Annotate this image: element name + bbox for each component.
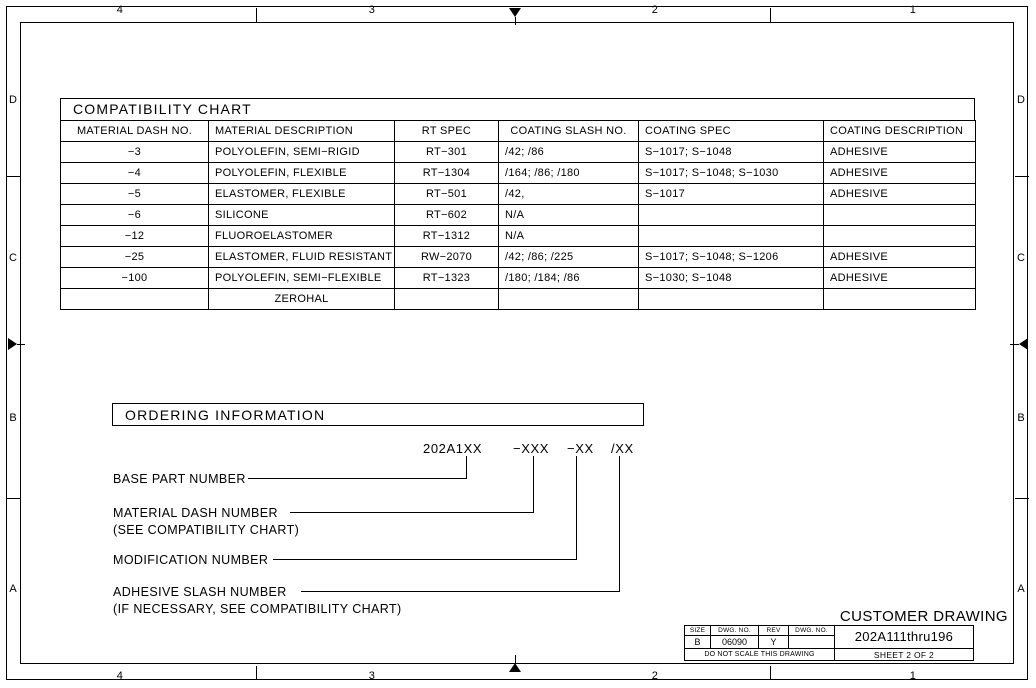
legend-adhesive-slash-number-note: (IF NECESSARY, SEE COMPATIBILITY CHART)	[113, 602, 402, 616]
cell-coating-description: ADHESIVE	[824, 184, 976, 205]
column-header-material-dash-no: MATERIAL DASH NO.	[61, 121, 209, 142]
cell-dash: −6	[61, 205, 209, 226]
compatibility-chart	[60, 98, 975, 310]
column-header-rt-spec: RT SPEC	[395, 121, 499, 142]
column-header-material-description: MATERIAL DESCRIPTION	[209, 121, 395, 142]
zone-letter-left-C: C	[9, 252, 17, 264]
zone-letter-left-A: A	[9, 583, 17, 595]
zone-letter-left-D: D	[9, 94, 17, 106]
center-mark-right-arrow	[1019, 338, 1028, 350]
part-number-modification: −XX	[567, 441, 594, 456]
cell-coating-spec: S−1017; S−1048; S−1206	[639, 247, 824, 268]
center-mark-left-stem	[17, 344, 25, 345]
legend-base-part-number: BASE PART NUMBER	[113, 472, 246, 486]
center-mark-left-arrow	[8, 338, 17, 350]
compatibility-chart-table	[60, 120, 976, 310]
title-block-size-label: SIZE	[685, 626, 711, 636]
cell-dash: −12	[61, 226, 209, 247]
leader-line-dash-horizontal	[290, 512, 533, 513]
cell-coating-slash-no: /42,	[499, 184, 639, 205]
zone-tick-left-1	[7, 176, 21, 177]
cell-coating-description	[824, 289, 976, 310]
cell-rt-spec: RT−501	[395, 184, 499, 205]
table-row	[61, 247, 976, 268]
cell-rt-spec: RT−602	[395, 205, 499, 226]
zone-number-top-1: 1	[909, 4, 917, 16]
cell-description: POLYOLEFIN, SEMI−RIGID	[209, 142, 395, 163]
part-number-slash: /XX	[611, 441, 634, 456]
center-mark-bottom-arrow	[509, 663, 521, 672]
leader-line-base-vertical	[466, 456, 467, 479]
cell-coating-spec: S−1017; S−1048	[639, 142, 824, 163]
zone-number-top-3: 3	[368, 4, 376, 16]
table-header-row	[61, 121, 976, 142]
zone-number-top-2: 2	[651, 4, 659, 16]
legend-material-dash-number-note: (SEE COMPATIBILITY CHART)	[113, 523, 300, 537]
zone-letter-right-A: A	[1017, 583, 1025, 595]
cell-dash: −5	[61, 184, 209, 205]
legend-modification-number: MODIFICATION NUMBER	[113, 553, 269, 567]
cell-description: ELASTOMER, FLUID RESISTANT	[209, 247, 395, 268]
cell-coating-spec: S−1030; S−1048	[639, 268, 824, 289]
cell-description: POLYOLEFIN, FLEXIBLE	[209, 163, 395, 184]
center-mark-right-stem	[1010, 344, 1019, 345]
cell-rt-spec	[395, 289, 499, 310]
customer-drawing-label: CUSTOMER DRAWING	[839, 608, 1008, 625]
cell-dash: −100	[61, 268, 209, 289]
title-block-drawing-number: 202A111thru196	[835, 626, 973, 649]
leader-line-slash-vertical	[619, 456, 620, 592]
column-header-coating-slash-no: COATING SLASH NO.	[499, 121, 639, 142]
cell-dash	[61, 289, 209, 310]
cell-dash: −3	[61, 142, 209, 163]
center-mark-top-arrow	[509, 8, 521, 17]
cell-coating-description: ADHESIVE	[824, 247, 976, 268]
cell-coating-description: ADHESIVE	[824, 268, 976, 289]
compatibility-chart-title: COMPATIBILITY CHART	[60, 98, 975, 120]
leader-line-base-horizontal	[248, 478, 466, 479]
title-block-dwg-no-value: 06090	[711, 636, 759, 649]
cell-description: ZEROHAL	[209, 289, 395, 310]
cell-coating-spec: S−1017	[639, 184, 824, 205]
legend-material-dash-number: MATERIAL DASH NUMBER	[113, 506, 278, 520]
title-block-rev-value: Y	[759, 636, 789, 649]
cell-coating-slash-no: /42; /86; /225	[499, 247, 639, 268]
cell-coating-slash-no	[499, 289, 639, 310]
title-block-size-value: B	[685, 636, 711, 649]
cell-description: FLUOROELASTOMER	[209, 226, 395, 247]
part-number-dash: −XXX	[513, 441, 550, 456]
title-block-no-scale-note: DO NOT SCALE THIS DRAWING	[685, 649, 835, 660]
title-block-dwg-no2-label: DWG. NO.	[789, 626, 835, 636]
zone-tick-top-1	[256, 8, 257, 22]
cell-coating-slash-no: N/A	[499, 226, 639, 247]
leader-line-dash-vertical	[533, 456, 534, 513]
table-row	[61, 289, 976, 310]
cell-dash: −25	[61, 247, 209, 268]
cell-coating-description: ADHESIVE	[824, 142, 976, 163]
table-row	[61, 226, 976, 247]
table-row	[61, 268, 976, 289]
leader-line-mod-vertical	[576, 456, 577, 560]
title-block	[684, 625, 974, 661]
cell-coating-spec	[639, 289, 824, 310]
cell-coating-description: ADHESIVE	[824, 163, 976, 184]
cell-coating-spec: S−1017; S−1048; S−1030	[639, 163, 824, 184]
cell-rt-spec: RT−1312	[395, 226, 499, 247]
cell-coating-slash-no: /42; /86	[499, 142, 639, 163]
cell-coating-description	[824, 205, 976, 226]
cell-description: SILICONE	[209, 205, 395, 226]
cell-dash: −4	[61, 163, 209, 184]
part-number-base: 202A1XX	[423, 441, 483, 456]
zone-tick-left-2	[7, 498, 21, 499]
cell-coating-slash-no: /164; /86; /180	[499, 163, 639, 184]
zone-number-bottom-2: 2	[651, 670, 659, 682]
zone-number-top-4: 4	[116, 4, 124, 16]
cell-description: POLYOLEFIN, SEMI−FLEXIBLE	[209, 268, 395, 289]
column-header-coating-spec: COATING SPEC	[639, 121, 824, 142]
zone-letter-right-D: D	[1017, 94, 1025, 106]
zone-tick-top-2	[770, 8, 771, 22]
center-mark-bottom-stem	[515, 655, 516, 663]
leader-line-mod-horizontal	[273, 559, 576, 560]
table-row	[61, 184, 976, 205]
cell-rt-spec: RT−301	[395, 142, 499, 163]
title-block-rev-label: REV	[759, 626, 789, 636]
cell-coating-slash-no: N/A	[499, 205, 639, 226]
zone-letter-left-B: B	[9, 412, 17, 424]
title-block-dwg-no-label: DWG. NO.	[711, 626, 759, 636]
zone-letter-right-C: C	[1017, 252, 1025, 264]
center-mark-top-stem	[515, 17, 516, 25]
table-row	[61, 142, 976, 163]
cell-rt-spec: RT−1304	[395, 163, 499, 184]
cell-rt-spec: RW−2070	[395, 247, 499, 268]
column-header-coating-description: COATING DESCRIPTION	[824, 121, 976, 142]
table-row	[61, 205, 976, 226]
legend-adhesive-slash-number: ADHESIVE SLASH NUMBER	[113, 585, 287, 599]
zone-number-bottom-1: 1	[909, 670, 917, 682]
zone-tick-right-1	[1015, 176, 1029, 177]
zone-tick-bottom-1	[256, 666, 257, 680]
cell-coating-spec	[639, 226, 824, 247]
zone-tick-right-2	[1015, 498, 1029, 499]
zone-tick-bottom-2	[770, 666, 771, 680]
ordering-information-title: ORDERING INFORMATION	[112, 403, 644, 426]
table-row	[61, 163, 976, 184]
cell-coating-spec	[639, 205, 824, 226]
cell-description: ELASTOMER, FLEXIBLE	[209, 184, 395, 205]
zone-number-bottom-3: 3	[368, 670, 376, 682]
zone-letter-right-B: B	[1017, 412, 1025, 424]
zone-number-bottom-4: 4	[116, 670, 124, 682]
cell-rt-spec: RT−1323	[395, 268, 499, 289]
title-block-sheet: SHEET 2 OF 2	[873, 650, 935, 660]
cell-coating-slash-no: /180; /184; /86	[499, 268, 639, 289]
leader-line-slash-horizontal	[301, 591, 619, 592]
cell-coating-description	[824, 226, 976, 247]
title-block-dwg-no2-value	[789, 636, 835, 649]
